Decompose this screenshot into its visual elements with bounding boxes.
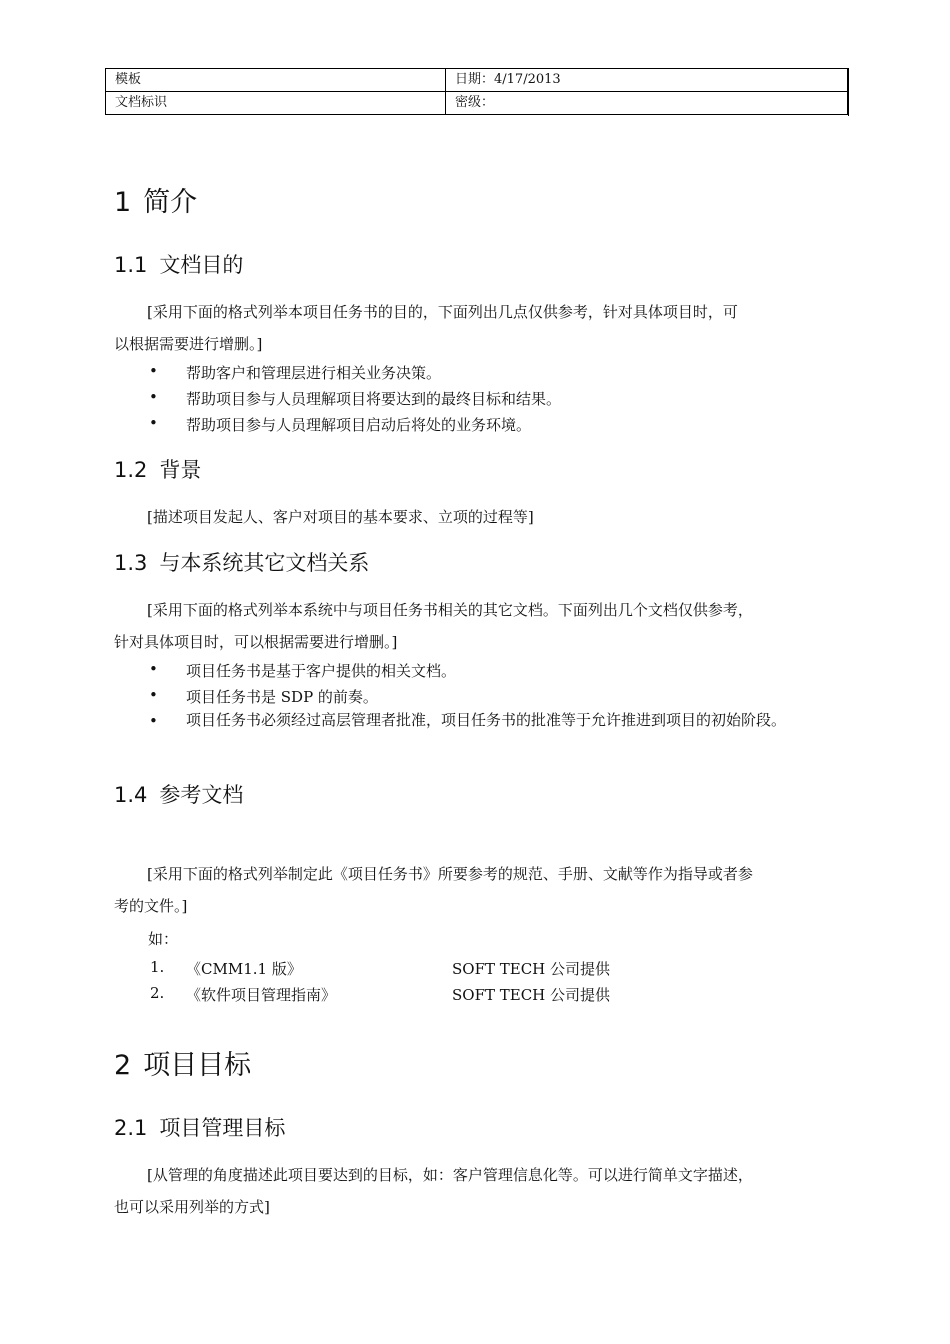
ref-number: 2. [150,984,165,1002]
heading-1: 1 简介 [114,187,198,218]
bullet-marker: • [149,388,158,406]
doc-id-cell: 文档标识 [106,92,446,115]
s2-1-intro-line2: 也可以采用列举的方式] [114,1198,270,1216]
list-item: 项目任务书是基于客户提供的相关文档。 [186,662,457,680]
heading-2-1: 2.1 项目管理目标 [114,1116,286,1140]
bullet-marker: • [149,362,158,380]
heading-1-1: 1.1 文档目的 [114,253,244,277]
bullet-marker: • [149,660,158,678]
s2-1-intro-line1: [从管理的角度描述此项目要达到的目标，如：客户管理信息化等。可以进行简单文字描述， [147,1166,753,1184]
ref-source: SOFT TECH 公司提供 [452,960,611,978]
heading-2: 2 项目目标 [114,1050,252,1081]
heading-1-4: 1.4 参考文档 [114,783,244,807]
list-item: 项目任务书是 SDP 的前奏。 [186,688,378,706]
s1-1-intro-line2: 以根据需要进行增删。] [114,335,263,353]
s1-3-intro-line1: [采用下面的格式列举本系统中与项目任务书相关的其它文档。下面列出几个文档仅供参考， [147,601,753,619]
date-cell: 日期：4/17/2013 [446,69,848,92]
bullet-marker: • [149,414,158,432]
header-row-1 [106,69,848,92]
s1-4-intro-line2: 考的文件。] [114,897,188,915]
list-item: 帮助项目参与人员理解项目启动后将处的业务环境。 [186,416,532,434]
ref-source: SOFT TECH 公司提供 [452,986,611,1004]
example-label: 如： [148,930,179,948]
heading-1-2: 1.2 背景 [114,458,202,482]
header-table [105,68,848,115]
s1-4-intro-line1: [采用下面的格式列举制定此《项目任务书》所要参考的规范、手册、文献等作为指导或者参 [147,865,753,883]
template-cell: 模板 [106,69,446,92]
bullet-marker: • [149,712,158,730]
ref-number: 1. [150,958,165,976]
ref-title: 《软件项目管理指南》 [186,986,337,1004]
ref-title: 《CMM1.1 版》 [186,960,302,978]
s1-1-intro-line1: [采用下面的格式列举本项目任务书的目的，下面列出几点仅供参考，针对具体项目时，可 [147,303,738,321]
header-table-edge [848,68,849,116]
heading-1-3: 1.3 与本系统其它文档关系 [114,551,370,575]
s1-2-text: [描述项目发起人、客户对项目的基本要求、立项的过程等] [147,508,534,526]
header-row-2 [106,92,848,115]
s1-3-intro-line2: 针对具体项目时，可以根据需要进行增删。] [114,633,398,651]
list-item: 项目任务书必须经过高层管理者批准，项目任务书的批准等于允许推进到项目的初始阶段。 [186,711,787,729]
security-level-cell: 密级： [446,92,848,115]
list-item: 帮助项目参与人员理解项目将要达到的最终目标和结果。 [186,390,562,408]
bullet-marker: • [149,686,158,704]
list-item: 帮助客户和管理层进行相关业务决策。 [186,364,442,382]
